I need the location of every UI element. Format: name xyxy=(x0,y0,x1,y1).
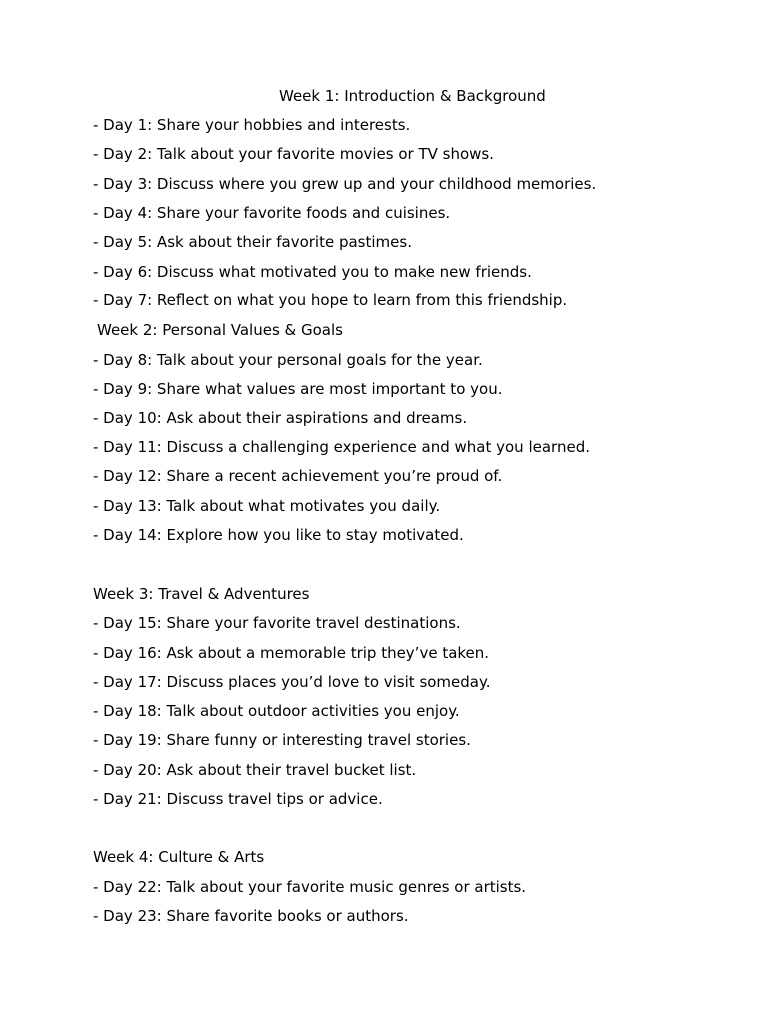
day-11-item: - Day 11: Discuss a challenging experience and what you learned. xyxy=(93,438,590,456)
day-4-item: - Day 4: Share your favorite foods and cuisines. xyxy=(93,204,451,222)
day-15-item: - Day 15: Share your favorite travel destinations. xyxy=(93,614,461,632)
day-23-item: - Day 23: Share favorite books or authors. xyxy=(93,907,409,925)
day-9-item: - Day 9: Share what values are most important to you. xyxy=(93,380,503,398)
day-14-item: - Day 14: Explore how you like to stay motivated. xyxy=(93,526,464,544)
day-10-item: - Day 10: Ask about their aspirations and dreams. xyxy=(93,409,468,427)
day-21-item: - Day 21: Discuss travel tips or advice. xyxy=(93,790,383,808)
week-4-heading: Week 4: Culture & Arts xyxy=(93,848,265,866)
day-2-item: - Day 2: Talk about your favorite movies or TV shows. xyxy=(93,145,495,163)
day-5-item: - Day 5: Ask about their favorite pastimes. xyxy=(93,233,412,251)
day-20-item: - Day 20: Ask about their travel bucket list. xyxy=(93,761,417,779)
day-16-item: - Day 16: Ask about a memorable trip they’ve taken. xyxy=(93,644,490,662)
day-8-item: - Day 8: Talk about your personal goals for the year. xyxy=(93,351,483,369)
day-13-item: - Day 13: Talk about what motivates you daily. xyxy=(93,497,441,515)
day-19-item: - Day 19: Share funny or interesting travel stories. xyxy=(93,731,471,749)
day-22-item: - Day 22: Talk about your favorite music genres or artists. xyxy=(93,878,527,896)
week-2-heading: Week 2: Personal Values & Goals xyxy=(97,321,343,339)
day-12-item: - Day 12: Share a recent achievement you’re proud of. xyxy=(93,467,503,485)
day-7-item: - Day 7: Reflect on what you hope to learn from this friendship. xyxy=(93,291,568,309)
day-6-item: - Day 6: Discuss what motivated you to make new friends. xyxy=(93,263,532,281)
week-1-heading: Week 1: Introduction & Background xyxy=(279,87,546,105)
day-3-item: - Day 3: Discuss where you grew up and your childhood memories. xyxy=(93,175,597,193)
day-17-item: - Day 17: Discuss places you’d love to visit someday. xyxy=(93,673,491,691)
day-18-item: - Day 18: Talk about outdoor activities you enjoy. xyxy=(93,702,460,720)
day-1-item: - Day 1: Share your hobbies and interests. xyxy=(93,116,411,134)
week-3-heading: Week 3: Travel & Adventures xyxy=(93,585,310,603)
